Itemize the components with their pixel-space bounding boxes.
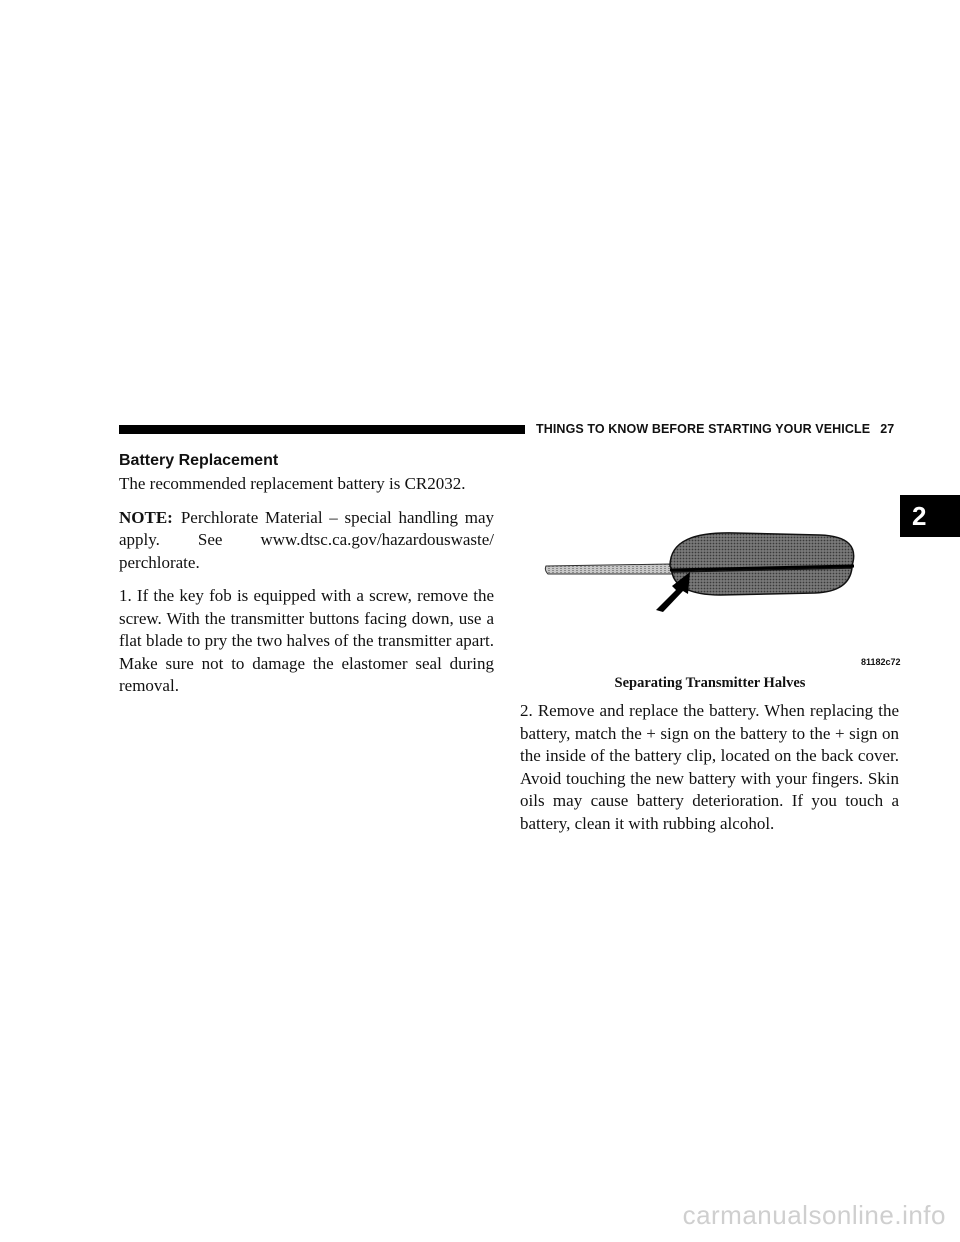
right-column: [520, 700, 899, 846]
note-paragraph: [119, 507, 494, 575]
running-header: [536, 422, 894, 436]
left-column: [119, 450, 494, 709]
watermark: carmanualsonline.info: [682, 1200, 946, 1230]
header-rule: [119, 425, 525, 434]
step-1-paragraph: 1. If the key fob is equipped with a screw, remove the screw. With the transmitter buttons facing down, use a flat blade to pry the two halves of the transmitter apart. Make sure not to damage the elastomer seal during removal.: [119, 586, 494, 695]
step-2-paragraph: 2. Remove and replace the battery. When replacing the battery, match the + sign on the battery to the + sign on the inside of the battery clip, located on the back cover. Avoid touching the new battery with your fingers. Skin oils may cause battery deterioration. If you touch a battery, clean it with rubbing alcohol.: [520, 701, 899, 833]
page-number: 27: [880, 422, 895, 436]
intro-paragraph: The recommended replacement battery is CR2032.: [119, 474, 466, 493]
figure-transmitter: [520, 500, 900, 690]
figure-id: 81182c72: [861, 657, 901, 667]
key-fob-illustration: [520, 500, 900, 660]
figure-caption: Separating Transmitter Halves: [614, 675, 806, 691]
header-section-title: THINGS TO KNOW BEFORE STARTING YOUR VEHICLE: [536, 422, 871, 436]
section-heading: Battery Replacement: [119, 452, 279, 469]
chapter-tab: 2: [900, 495, 960, 537]
note-text: Perchlorate Material – special handling may apply. See www.dtsc.ca.gov/hazardouswaste/ perchlorate.: [119, 507, 494, 572]
note-label: NOTE:: [119, 507, 173, 527]
